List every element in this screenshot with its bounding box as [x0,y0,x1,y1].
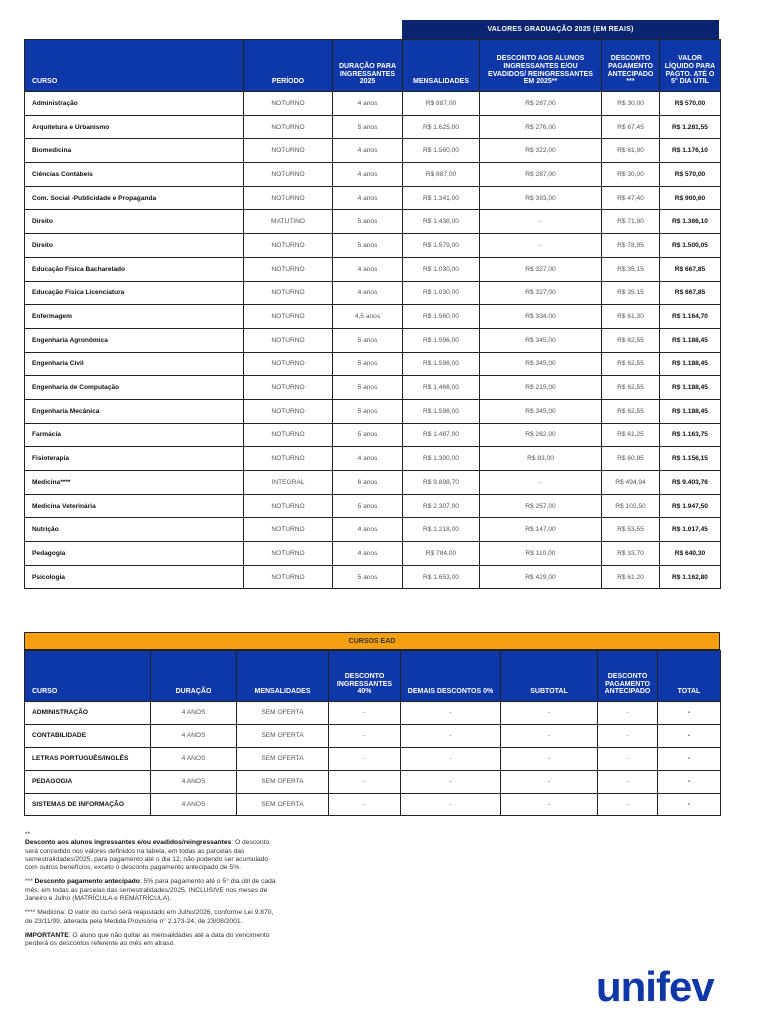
duration-cell: 5 anos [333,565,403,589]
monthly-fee-cell: R$ 1.300,00 [403,447,480,471]
monthly-fee-cell: SEM OFERTA [237,724,329,747]
header-mensalidades: MENSALIDADES [403,40,480,92]
course-name: Engenharia Mecânica [25,399,244,423]
net-value-cell: R$ 667,85 [660,257,721,281]
net-value-cell: R$ 1.164,70 [660,305,721,329]
header-mensalidades: MENSALIDADES [237,651,329,702]
monthly-fee-cell: R$ 1.560,00 [403,139,480,163]
table-header-row [25,651,721,702]
total-cell: - [658,770,721,793]
subtotal-cell: - [501,793,598,816]
table-row [25,281,721,305]
duration-cell: 5 anos [333,399,403,423]
table-row [25,399,721,423]
course-name: Engenharia de Computação [25,376,244,400]
duration-cell: 4,5 anos [333,305,403,329]
table-row [25,565,721,589]
subtotal-cell: - [501,702,598,725]
net-value-cell: R$ 1.500,05 [660,234,721,258]
period-cell: NOTURNO [244,115,333,139]
monthly-fee-cell: R$ 1.030,00 [403,257,480,281]
discount-cell: R$ 262,00 [480,423,602,447]
monthly-fee-cell: SEM OFERTA [237,793,329,816]
monthly-fee-cell: R$ 1.030,00 [403,281,480,305]
header-valor-liquido: VALOR LÍQUIDO PARA PAGTO. ATÉ O 5° DIA ÚTIL [660,40,721,92]
monthly-fee-cell: R$ 784,00 [403,542,480,566]
early-payment-cell: R$ 62,55 [602,376,660,400]
course-name: Ciências Contábeis [25,163,244,187]
period-cell: NOTURNO [244,352,333,376]
other-discounts-cell: - [401,770,501,793]
discount-cell: R$ 322,00 [480,139,602,163]
monthly-fee-cell: SEM OFERTA [237,702,329,725]
course-name: ADMINISTRAÇÃO [25,702,151,725]
monthly-fee-cell: R$ 1.466,00 [403,376,480,400]
early-payment-cell: - [598,747,658,770]
subtotal-cell: - [501,770,598,793]
early-payment-cell: R$ 494,94 [602,471,660,495]
header-duracao: DURAÇÃO PARA INGRESSANTES 2025 [333,40,403,92]
duration-cell: 4 anos [333,542,403,566]
net-value-cell: R$ 1.281,55 [660,115,721,139]
net-value-cell: R$ 570,00 [660,92,721,116]
period-cell: NOTURNO [244,186,333,210]
header-curso: CURSO [25,651,151,702]
subtotal-cell: - [501,724,598,747]
discount-cell: R$ 429,00 [480,565,602,589]
period-cell: NOTURNO [244,234,333,258]
footnotes [25,831,280,955]
course-name: Psicologia [25,565,244,589]
monthly-fee-cell: R$ 887,00 [403,92,480,116]
duration-cell: 4 anos [333,139,403,163]
early-payment-cell: R$ 60,85 [602,447,660,471]
early-payment-cell: R$ 61,90 [602,139,660,163]
note-importante [25,932,280,949]
period-cell: NOTURNO [244,518,333,542]
course-name: PEDAGOGIA [25,770,151,793]
unifev-logo: unifev [596,963,714,1010]
monthly-fee-cell: R$ 1.438,00 [403,210,480,234]
course-name: Enfermagem [25,305,244,329]
period-cell: NOTURNO [244,92,333,116]
early-payment-cell: R$ 67,45 [602,115,660,139]
duration-cell: 5 anos [333,210,403,234]
monthly-fee-cell: R$ 1.596,00 [403,352,480,376]
duration-cell: 5 anos [333,352,403,376]
net-value-cell: R$ 1.188,45 [660,376,721,400]
early-payment-cell: R$ 47,40 [602,186,660,210]
discount-cell: R$ 147,00 [480,518,602,542]
header-duracao: DURAÇÃO [151,651,237,702]
period-cell: NOTURNO [244,399,333,423]
net-value-cell: R$ 1.366,10 [660,210,721,234]
monthly-fee-cell: R$ 1.596,00 [403,399,480,423]
monthly-fee-cell: R$ 1.487,00 [403,423,480,447]
header-subtotal: SUBTOTAL [501,651,598,702]
discount-cell: R$ 345,00 [480,328,602,352]
duration-cell: 4 anos [333,257,403,281]
early-payment-cell: R$ 62,55 [602,399,660,423]
discount-cell: R$ 327,00 [480,281,602,305]
course-name: Direito [25,234,244,258]
table-row [25,257,721,281]
discount-cell: R$ 393,00 [480,186,602,210]
period-cell: INTEGRAL [244,471,333,495]
early-payment-cell: R$ 35,15 [602,257,660,281]
header-desconto-ingressantes: DESCONTO INGRESSANTES 40% [329,651,401,702]
course-name: Biomedicina [25,139,244,163]
discount-cell: R$ 334,00 [480,305,602,329]
note-text: : O aluno que não quitar as mensalidades até a data do vencimento perderá os descontos referente ao mês em atraso. [25,931,270,948]
net-value-cell: R$ 640,30 [660,542,721,566]
note-title: IMPORTANTE [25,931,69,939]
period-cell: NOTURNO [244,163,333,187]
discount-cell: - [480,234,602,258]
early-payment-cell: - [598,702,658,725]
monthly-fee-cell: R$ 9.898,70 [403,471,480,495]
discount-cell: R$ 83,00 [480,447,602,471]
table-row [25,471,721,495]
header-desconto-pagamento: DESCONTO PAGAMENTO ANTECIPADO [598,651,658,702]
table-row [25,793,721,816]
note-desconto-pagamento [25,878,280,903]
total-cell: - [658,793,721,816]
net-value-cell: R$ 1.188,45 [660,328,721,352]
monthly-fee-cell: R$ 2.307,00 [403,494,480,518]
duration-cell: 5 anos [333,115,403,139]
early-payment-cell: - [598,724,658,747]
duration-cell: 5 anos [333,234,403,258]
net-value-cell: R$ 1.188,45 [660,352,721,376]
discount-cell: R$ 276,00 [480,115,602,139]
course-name: Direito [25,210,244,234]
header-demais-descontos: DEMAIS DESCONTOS 0% [401,651,501,702]
monthly-fee-cell: R$ 1.218,00 [403,518,480,542]
duration-cell: 5 anos [333,376,403,400]
duration-cell: 4 anos [333,92,403,116]
cursos-ead-banner: CURSOS EAD [24,632,720,650]
net-value-cell: R$ 900,60 [660,186,721,210]
discount-cell: R$ 257,00 [480,494,602,518]
discount-cell: R$ 327,00 [480,257,602,281]
course-name: Administração [25,92,244,116]
period-cell: NOTURNO [244,328,333,352]
early-payment-cell: - [598,770,658,793]
course-name: Pedagogia [25,542,244,566]
early-payment-cell: R$ 71,90 [602,210,660,234]
early-payment-cell: R$ 30,00 [602,92,660,116]
table-row [25,518,721,542]
duration-cell: 4 ANOS [151,702,237,725]
table-row [25,92,721,116]
duration-cell: 5 anos [333,328,403,352]
monthly-fee-cell: R$ 1.341,00 [403,186,480,210]
net-value-cell: R$ 1.163,75 [660,423,721,447]
net-value-cell: R$ 1.176,10 [660,139,721,163]
note-medicina [25,909,280,926]
course-name: Educação Física Licenciatura [25,281,244,305]
duration-cell: 4 anos [333,163,403,187]
table-row [25,747,721,770]
monthly-fee-cell: R$ 1.653,00 [403,565,480,589]
table-row [25,542,721,566]
other-discounts-cell: - [401,793,501,816]
early-payment-cell: R$ 53,55 [602,518,660,542]
course-name: Arquitetura e Urbanismo [25,115,244,139]
note-desconto-alunos [25,831,280,872]
early-payment-cell: R$ 33,70 [602,542,660,566]
ingressantes-discount-cell: - [329,702,401,725]
net-value-cell: R$ 1.017,45 [660,518,721,542]
table-row [25,163,721,187]
note-text: : 5% para pagamento até o 5° dia útil de cada mês, em todas as parcelas das semestralidades/2025, INCLUSIVE nos meses de Janeiro e Julho (MATRÍCULA e REMATRÍCULA). [25,878,276,903]
net-value-cell: R$ 9.403,76 [660,471,721,495]
duration-cell: 4 ANOS [151,747,237,770]
note-text: : O desconto será concedido nos valores definidos na tabela, em todas as parcelas das semestralidades/2025, para pagamento até o dia 12, não podendo ser acumulado com outros benefícios, exceto o desconto pagamento antecipado de 5%. [25,839,270,872]
early-payment-cell: R$ 35,15 [602,281,660,305]
early-payment-cell: R$ 61,25 [602,423,660,447]
ingressantes-discount-cell: - [329,793,401,816]
early-payment-cell: R$ 78,95 [602,234,660,258]
table-row [25,234,721,258]
other-discounts-cell: - [401,747,501,770]
ead-courses-table [24,650,721,816]
table-row [25,702,721,725]
table-row [25,423,721,447]
table-row [25,724,721,747]
period-cell: MATUTINO [244,210,333,234]
course-name: Engenharia Agronômica [25,328,244,352]
duration-cell: 4 anos [333,186,403,210]
table-row [25,210,721,234]
period-cell: NOTURNO [244,447,333,471]
net-value-cell: R$ 1.156,15 [660,447,721,471]
total-cell: - [658,702,721,725]
period-cell: NOTURNO [244,305,333,329]
table-row [25,139,721,163]
monthly-fee-cell: SEM OFERTA [237,770,329,793]
discount-cell: R$ 215,00 [480,376,602,400]
net-value-cell: R$ 1.162,80 [660,565,721,589]
discount-cell: R$ 287,00 [480,163,602,187]
discount-cell: R$ 345,00 [480,352,602,376]
early-payment-cell: R$ 62,55 [602,352,660,376]
duration-cell: 4 anos [333,447,403,471]
ingressantes-discount-cell: - [329,770,401,793]
course-name: Medicina**** [25,471,244,495]
course-name: Engenharia Civil [25,352,244,376]
course-name: Fisioterapia [25,447,244,471]
header-desconto-alunos: DESCONTO AOS ALUNOS INGRESSANTES E/OU EVADIDOS/ REINGRESSANTES EM 2025** [480,40,602,92]
early-payment-cell: R$ 62,55 [602,328,660,352]
valores-graduacao-banner: VALORES GRADUAÇÃO 2025 (EM REAIS) [402,20,719,39]
course-name: Farmácia [25,423,244,447]
table-row [25,305,721,329]
note-mark: *** [25,878,35,886]
ingressantes-discount-cell: - [329,724,401,747]
table-row [25,494,721,518]
net-value-cell: R$ 570,00 [660,163,721,187]
discount-cell: R$ 345,00 [480,399,602,423]
period-cell: NOTURNO [244,281,333,305]
period-cell: NOTURNO [244,494,333,518]
monthly-fee-cell: R$ 887,00 [403,163,480,187]
early-payment-cell: R$ 61,30 [602,305,660,329]
early-payment-cell: R$ 102,50 [602,494,660,518]
early-payment-cell: - [598,793,658,816]
table-row [25,376,721,400]
monthly-fee-cell: R$ 1.596,00 [403,328,480,352]
course-name: Com. Social -Publicidade e Propaganda [25,186,244,210]
table-row [25,115,721,139]
other-discounts-cell: - [401,724,501,747]
duration-cell: 5 anos [333,423,403,447]
total-cell: - [658,724,721,747]
course-name: Medicina Veterinária [25,494,244,518]
net-value-cell: R$ 1.947,50 [660,494,721,518]
early-payment-cell: R$ 61,20 [602,565,660,589]
duration-cell: 4 ANOS [151,793,237,816]
ingressantes-discount-cell: - [329,747,401,770]
note-mark: ** [25,831,31,838]
subtotal-cell: - [501,747,598,770]
net-value-cell: R$ 667,85 [660,281,721,305]
duration-cell: 4 anos [333,518,403,542]
monthly-fee-cell: R$ 1.579,00 [403,234,480,258]
header-curso: CURSO [25,40,244,92]
course-name: SISTEMAS DE INFORMAÇÃO [25,793,151,816]
discount-cell: - [480,471,602,495]
net-value-cell: R$ 1.188,45 [660,399,721,423]
period-cell: NOTURNO [244,565,333,589]
note-title: Desconto pagamento antecipado [34,878,140,886]
table-row [25,328,721,352]
discount-cell: R$ 110,00 [480,542,602,566]
period-cell: NOTURNO [244,257,333,281]
table-row [25,447,721,471]
course-name: Nutrição [25,518,244,542]
period-cell: NOTURNO [244,542,333,566]
duration-cell: 4 anos [333,281,403,305]
early-payment-cell: R$ 30,00 [602,163,660,187]
period-cell: NOTURNO [244,139,333,163]
period-cell: NOTURNO [244,376,333,400]
table-row [25,352,721,376]
discount-cell: - [480,210,602,234]
other-discounts-cell: - [401,702,501,725]
monthly-fee-cell: SEM OFERTA [237,747,329,770]
total-cell: - [658,747,721,770]
table-row [25,186,721,210]
course-name: Educação Física Bacharelado [25,257,244,281]
table-header-row [25,40,721,92]
duration-cell: 4 ANOS [151,770,237,793]
course-name: CONTABILIDADE [25,724,151,747]
monthly-fee-cell: R$ 1.560,00 [403,305,480,329]
table-row [25,770,721,793]
header-desconto-pagamento: DESCONTO PAGAMENTO ANTECIPADO *** [602,40,660,92]
course-name: LETRAS PORTUGUÊS/INGLÊS [25,747,151,770]
graduation-prices-table [24,39,721,589]
duration-cell: 6 anos [333,471,403,495]
note-title: Desconto aos alunos ingressantes e/ou evadidos/reingressantes [25,839,232,847]
note-text: **** Medicina: O valor do curso será reajustado em Julho/2026, conforme Lei 9.870, de 23/11/99, alterada pela Medida Provisória n° 2.173-24, de 23/08/2001. [25,909,274,925]
period-cell: NOTURNO [244,423,333,447]
header-total: TOTAL [658,651,721,702]
monthly-fee-cell: R$ 1.625,00 [403,115,480,139]
duration-cell: 4 ANOS [151,724,237,747]
duration-cell: 5 anos [333,494,403,518]
header-periodo: PERÍODO [244,40,333,92]
discount-cell: R$ 287,00 [480,92,602,116]
